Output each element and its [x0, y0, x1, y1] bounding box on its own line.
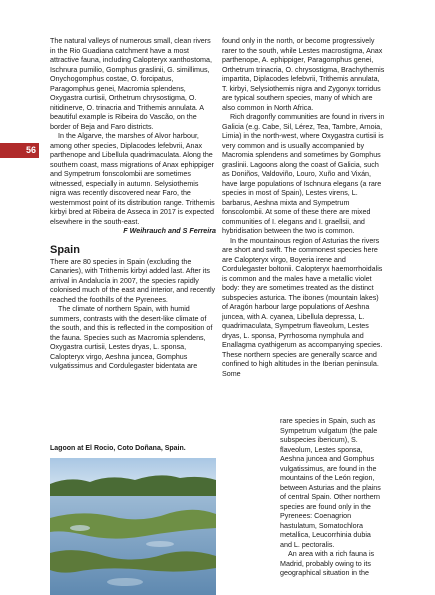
right-paragraph-4: rare species in Spain, such as Sympetrum vulgatum (the pale subspecies ibericum), S. flaveolum, Lestes sponsa, Aeshna juncea and Gomphus vulgatissimus, are found in the mountains of the León region, between Asturias and the plains of central Spain. Other northern species are found only in the Pyrenees: Coenagrion hastulatum, Somatochlora metallica, Leucorrhinia dubia and L. pectoralis.	[280, 417, 381, 549]
lagoon-photo	[50, 458, 216, 595]
right-paragraph-5: An area with a rich fauna is Madrid, probably owing to its geographical situation in the	[280, 550, 375, 577]
left-column	[50, 37, 216, 372]
page-number: 56	[25, 145, 36, 155]
right-column	[222, 37, 386, 379]
right-paragraph-3: In the mountainous region of Asturias the rivers are short and swift. The commonest species here are Calopteryx virgo, Boyeria irene and Cordulegaster boltonii. Calopteryx haemorrhoidalis is common and the males have a metallic violet body: they are sometimes treated as the distinct subspecies asturica. The ibones (mountain lakes) of Aragón harbour large populations of Aeshna juncea, with A. cyanea, Libellula depressa, L. quadrimaculata, Sympetrum flaveolum, Lestes dryas, L. sponsa, Pyrrhosoma nymphula and Enallagma cyathigerum as accompanying species. These northern species are generally scarce and confined to high altitudes in the Iberian peninsula. Some	[222, 236, 383, 378]
right-column-narrow	[280, 417, 384, 579]
left-paragraph-3: There are 80 species in Spain (excluding the Canaries), with Trithemis kirbyi added last. After its arrival in Andalucía in 2007, the species rapidly colonised much of the east and interior, and recently reached the foothills of the Pyrenees.	[50, 257, 216, 304]
section-heading-spain: Spain	[50, 243, 80, 256]
left-paragraph-1: The natural valleys of numerous small, clean rivers in the Rio Guadiana catchment have a most attractive fauna, including Calopteryx xanthostoma, Ischnura pumilio, Gomphus graslinii, G. simillimus, Onychogomphus costae, O. forcipatus, Paragomphus genei, Macromia splendens, Oxygastra curtisii, Orthetrum chrysostigma, O. nitidinerve, O. trinacria and Trithemis annulata. A beautiful example is Ribeira do Vascão, on the border of Beja and Faro districts.	[50, 37, 212, 131]
author-byline: F Weihrauch and S Ferreira	[123, 227, 216, 235]
left-paragraph-4: The climate of northern Spain, with humid summers, contrasts with the desert-like climate of the south, and this is reflected in the composition of the fauna. Species such as Macromia splendens, Oxygastra curtisii, Lestes dryas, L. sponsa, Calopteryx virgo, Aeshna juncea, Gomphus vulgatissimus and Cordulegaster bidentata are	[50, 305, 213, 370]
photo-caption: Lagoon at El Rocio, Coto Doñana, Spain.	[50, 445, 186, 452]
right-paragraph-1: found only in the north, or become progressively rarer to the south, while Lestes macrostigma, Anax parthenope, A. ephippiger, Paragomphus genei, Orthetrum trinacria, O. chrysostigma, Brachythemis impartita, Diplacodes lefebvrii, Trithemis annulata, T. kirbyi, Selysiothemis nigra and Zygonyx torridus are typical southern species, many of which are also common in North Africa.	[222, 37, 385, 112]
page-number-tab	[0, 143, 39, 158]
right-paragraph-2: Rich dragonfly communities are found in rivers in Galicia (e.g. Cabe, Sil, Lérez, Tea, Tambre, Arnoia, Limia) in the north-west, where Oxygastra curtisii is very common and is usually accompanied by Macromia splendens and sometimes by Gomphus graslinii. Lagoons along the coast of Galicia, such as Doniños, Valdoviño, Louro, Xuño and Vixán, have large populations of Ischnura elegans (a rare species in most of Spain), Lestes virens, L. barbarus, Aeshna mixta and Sympetrum fonscolombii. At some of these there are mixed communities of I. elegans and I. graellsii, and hybridisation between the two is common.	[222, 113, 385, 235]
left-paragraph-2: In the Algarve, the marshes of Alvor harbour, among other species, Diplacodes lefebvrii, Anax parthenope and Libellula quadrimaculata. Along the southern coast, mass migrations of Anax ephippiger and Sympetrum fonscolombii are sometimes witnessed, especially in autumn. Selysiothemis nigra was recently discovered near Faro, the westernmost point of its distribution range. Trithemis kirbyi bred at Ribeira de Asseca in 2017 is expected elsewhere in the south-east.	[50, 132, 215, 226]
